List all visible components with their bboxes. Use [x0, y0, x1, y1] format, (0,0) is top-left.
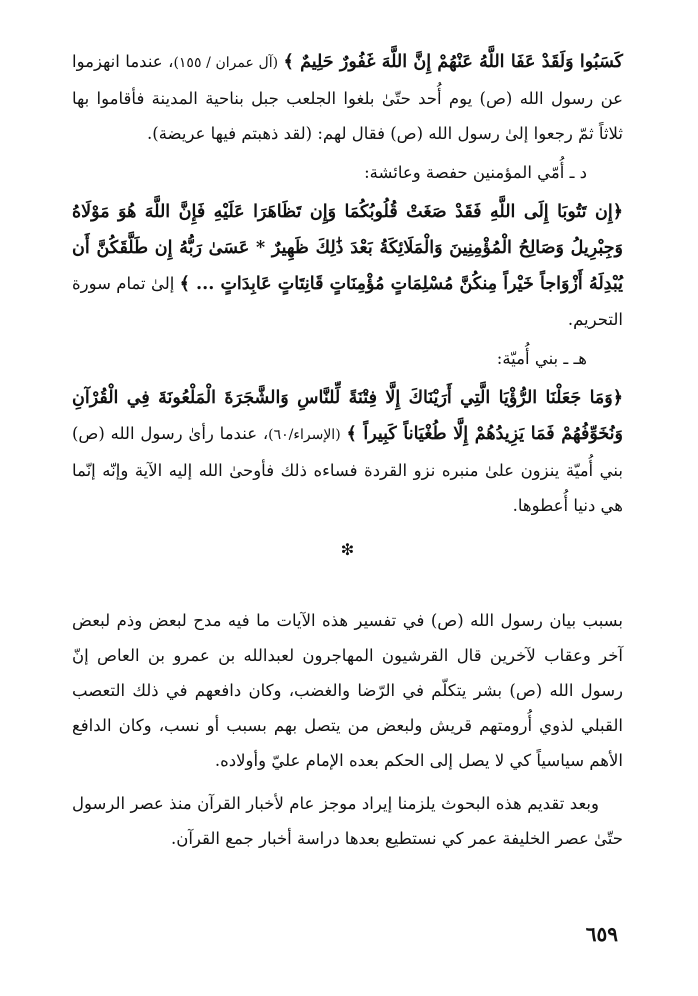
paragraph-tahrim [72, 194, 623, 337]
verse-reference-isra: (الإسراء/٦٠) [268, 427, 341, 443]
page-number: ٦٥٩ [585, 922, 618, 946]
paragraph-isra [72, 380, 623, 523]
section-separator-icon: ❇ [340, 540, 355, 559]
paragraph-conclusion-1: بسبب بيان رسول الله (ص) في تفسير هذه الآيات ما فيه مدح لبعض وذم لبعض آخر وعقاب لآخرين قال القرشيون المهاجرون لعبدالله بن عمرو بن العاص إنّ رسول الله (ص) بشر يتكلّم في الرّضا والغضب، وكان دافعهم في ذلك التعصب القبلي لذوي أُرومتهم قريش ولبعض من يتصل بهم بسبب أو نسب، وكان الدافع الأهم سياسياً كي لا يصل إلى الحكم بعده الإمام عليّ وأولاده. [72, 611, 623, 770]
quran-verse-isra: ﴿وَمَا جَعَلْنَا الرُّؤْيَا الَّتِي أَرَيْنَاكَ إِلَّا فِتْنَةً لِّلنَّاسِ وَالشَّجَرَةَ الْمَلْعُونَةَ فِي الْقُرْآنِ وَنُخَوِّفُهُمْ فَمَا يَزِيدُهُمْ إِلَّا طُغْيَاناً كَبِيراً ﴾ [72, 388, 623, 444]
paragraph-imran-text: ، عندما انهزموا عن رسول الله (ص) يوم أُحد حتّىٰ بلغوا الجلعب جبل بناحية المدينة فأقاموا بها ثلاثاً ثمّ رجعوا إلىٰ رسول الله (ص) فقال لهم: (لقد ذهبتم فيها عريضة). [72, 52, 623, 143]
paragraph-imran [72, 44, 623, 151]
spacer [72, 778, 623, 786]
verse-reference-al-imran: (آل عمران / ١٥٥) [173, 55, 279, 71]
paragraph-conclusion-2: وبعد تقديم هذه البحوث يلزمنا إيراد موجز عام لأخبار القرآن منذ عصر الرسول حتّىٰ عصر الخليفة عمر كي نستطيع بعدها دراسة أخبار جمع القرآن. [72, 794, 623, 848]
paragraph-tahrim-text: إلىٰ تمام سورة التحريم. [72, 274, 623, 329]
heading-mothers-of-believers: د ـ أُمّي المؤمنين حفصة وعائشة: [364, 163, 587, 182]
quran-verse-al-imran: كَسَبُوا وَلَقَدْ عَفَا اللَّهُ عَنْهُمْ إِنَّ اللَّهَ غَفُورٌ حَلِيمٌ ﴾ [283, 52, 624, 72]
paragraph-isra-text: ، عندما رأىٰ رسول الله (ص) بني أُميّة ينزون علىٰ منبره نزو القردة فساءه ذلك فأوحىٰ الله إليه الآية وإنّه إنّما هي دنيا أُعطوها. [72, 424, 623, 515]
heading-bani-umayya: هـ ـ بني أُميّة: [496, 349, 587, 368]
quran-verse-tahrim: ﴿إِن تَتُوبَا إِلَى اللَّهِ فَقَدْ صَغَتْ قُلُوبُكُمَا وَإِن تَظَاهَرَا عَلَيْهِ فَإِنَّ اللَّهَ هُوَ مَوْلَاهُ وَجِبْرِيلُ وَصَالِحُ الْمُؤْمِنِينَ وَالْمَلَائِكَةُ بَعْدَ ذَٰلِكَ ظَهِيرٌ * عَسَىٰ رَبُّهُ إِن طَلَّقَكُنَّ أَن يُبْدِلَهُ أَزْوَاجاً خَيْراً مِنكُنَّ مُسْلِمَاتٍ مُؤْمِنَاتٍ قَانِتَاتٍ عَابِدَاتٍ ... ﴾ [72, 202, 624, 294]
